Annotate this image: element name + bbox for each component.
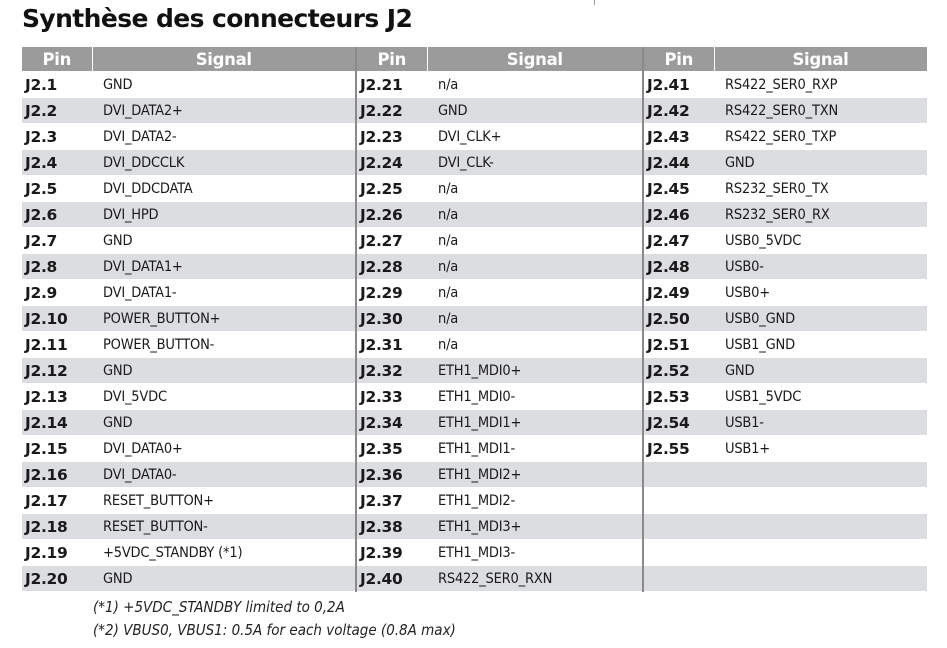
header-signal: Signal <box>714 47 927 72</box>
pin-cell <box>643 462 714 488</box>
page-title: Synthèse des connecteurs J2 <box>22 4 413 33</box>
signal-cell: n/a <box>427 228 643 254</box>
signal-cell: RESET_BUTTON- <box>92 514 356 540</box>
signal-cell: USB1_5VDC <box>714 384 927 410</box>
signal-cell: DVI_DDCDATA <box>92 176 356 202</box>
pin-cell: J2.36 <box>356 462 427 488</box>
table-row <box>22 410 927 436</box>
signal-cell: RS232_SER0_TX <box>714 176 927 202</box>
signal-cell <box>714 540 927 566</box>
table-row <box>22 306 927 332</box>
pin-cell: J2.51 <box>643 332 714 358</box>
pin-cell: J2.6 <box>22 202 92 228</box>
table-row <box>22 358 927 384</box>
pin-cell: J2.34 <box>356 410 427 436</box>
signal-cell: ETH1_MDI2- <box>427 488 643 514</box>
signal-cell: RS232_SER0_RX <box>714 202 927 228</box>
signal-cell: GND <box>714 358 927 384</box>
signal-cell: DVI_CLK- <box>427 150 643 176</box>
pin-cell: J2.42 <box>643 98 714 124</box>
header-pin: Pin <box>643 47 714 72</box>
table-row <box>22 72 927 98</box>
table-row <box>22 176 927 202</box>
pin-cell: J2.33 <box>356 384 427 410</box>
signal-cell: RS422_SER0_RXN <box>427 566 643 592</box>
connector-pin-table <box>22 47 927 592</box>
signal-cell: USB0_5VDC <box>714 228 927 254</box>
table-row <box>22 384 927 410</box>
signal-cell: DVI_DATA2- <box>92 124 356 150</box>
footnote: (*1) +5VDC_STANDBY limited to 0,2A <box>93 598 345 616</box>
signal-cell: RESET_BUTTON+ <box>92 488 356 514</box>
pin-cell: J2.26 <box>356 202 427 228</box>
signal-cell: GND <box>92 72 356 98</box>
signal-cell: n/a <box>427 176 643 202</box>
header-signal: Signal <box>92 47 356 72</box>
pin-cell: J2.48 <box>643 254 714 280</box>
pin-cell: J2.47 <box>643 228 714 254</box>
header-pin: Pin <box>22 47 92 72</box>
pin-cell: J2.4 <box>22 150 92 176</box>
pin-cell: J2.30 <box>356 306 427 332</box>
signal-cell: DVI_HPD <box>92 202 356 228</box>
signal-cell <box>714 488 927 514</box>
signal-cell: ETH1_MDI1+ <box>427 410 643 436</box>
signal-cell: RS422_SER0_TXN <box>714 98 927 124</box>
signal-cell: DVI_DATA2+ <box>92 98 356 124</box>
pin-cell: J2.15 <box>22 436 92 462</box>
signal-cell: ETH1_MDI0+ <box>427 358 643 384</box>
signal-cell: USB0_GND <box>714 306 927 332</box>
pin-cell: J2.40 <box>356 566 427 592</box>
pin-cell <box>643 540 714 566</box>
table-row <box>22 280 927 306</box>
pin-cell: J2.28 <box>356 254 427 280</box>
pin-cell: J2.1 <box>22 72 92 98</box>
pin-cell: J2.55 <box>643 436 714 462</box>
pin-cell: J2.45 <box>643 176 714 202</box>
signal-cell: DVI_DATA1+ <box>92 254 356 280</box>
pin-cell: J2.14 <box>22 410 92 436</box>
pin-cell: J2.16 <box>22 462 92 488</box>
signal-cell: n/a <box>427 306 643 332</box>
table-row <box>22 540 927 566</box>
pin-cell: J2.11 <box>22 332 92 358</box>
pin-cell: J2.27 <box>356 228 427 254</box>
pin-cell: J2.46 <box>643 202 714 228</box>
pin-cell: J2.19 <box>22 540 92 566</box>
pin-cell: J2.21 <box>356 72 427 98</box>
pin-cell: J2.35 <box>356 436 427 462</box>
pin-cell: J2.22 <box>356 98 427 124</box>
pin-cell: J2.41 <box>643 72 714 98</box>
signal-cell: ETH1_MDI0- <box>427 384 643 410</box>
pin-cell <box>643 488 714 514</box>
pin-cell: J2.12 <box>22 358 92 384</box>
table-row <box>22 436 927 462</box>
pin-cell: J2.29 <box>356 280 427 306</box>
signal-cell: ETH1_MDI2+ <box>427 462 643 488</box>
table-row <box>22 254 927 280</box>
signal-cell: USB0+ <box>714 280 927 306</box>
signal-cell: DVI_DATA0+ <box>92 436 356 462</box>
pin-cell: J2.2 <box>22 98 92 124</box>
signal-cell: GND <box>92 566 356 592</box>
pin-cell: J2.49 <box>643 280 714 306</box>
signal-cell: USB1_GND <box>714 332 927 358</box>
pin-cell: J2.3 <box>22 124 92 150</box>
pin-cell: J2.44 <box>643 150 714 176</box>
signal-cell: DVI_CLK+ <box>427 124 643 150</box>
signal-cell: GND <box>714 150 927 176</box>
pin-cell: J2.43 <box>643 124 714 150</box>
signal-cell: GND <box>92 358 356 384</box>
pin-cell: J2.8 <box>22 254 92 280</box>
header-pin: Pin <box>356 47 427 72</box>
pin-cell: J2.52 <box>643 358 714 384</box>
signal-cell: DVI_DDCCLK <box>92 150 356 176</box>
header-signal: Signal <box>427 47 643 72</box>
signal-cell: ETH1_MDI3- <box>427 540 643 566</box>
signal-cell: ETH1_MDI3+ <box>427 514 643 540</box>
table-row <box>22 566 927 592</box>
signal-cell: POWER_BUTTON+ <box>92 306 356 332</box>
signal-cell: USB0- <box>714 254 927 280</box>
signal-cell: n/a <box>427 254 643 280</box>
signal-cell: n/a <box>427 202 643 228</box>
table-row <box>22 98 927 124</box>
pin-cell: J2.54 <box>643 410 714 436</box>
table-row <box>22 228 927 254</box>
signal-cell: DVI_5VDC <box>92 384 356 410</box>
footnote: (*2) VBUS0, VBUS1: 0.5A for each voltage (0.8A max) <box>93 621 456 639</box>
table-row <box>22 150 927 176</box>
table-header-row <box>22 47 927 72</box>
signal-cell <box>714 514 927 540</box>
page-marker <box>594 0 595 5</box>
pin-cell <box>643 566 714 592</box>
signal-cell: ETH1_MDI1- <box>427 436 643 462</box>
table-row <box>22 488 927 514</box>
signal-cell <box>714 566 927 592</box>
pin-cell: J2.17 <box>22 488 92 514</box>
pin-cell: J2.5 <box>22 176 92 202</box>
signal-cell: GND <box>427 98 643 124</box>
signal-cell: n/a <box>427 332 643 358</box>
signal-cell: DVI_DATA1- <box>92 280 356 306</box>
signal-cell: n/a <box>427 72 643 98</box>
signal-cell: GND <box>92 228 356 254</box>
pin-cell: J2.38 <box>356 514 427 540</box>
pin-cell: J2.9 <box>22 280 92 306</box>
pin-cell: J2.20 <box>22 566 92 592</box>
signal-cell: GND <box>92 410 356 436</box>
signal-cell: RS422_SER0_RXP <box>714 72 927 98</box>
pin-cell: J2.50 <box>643 306 714 332</box>
signal-cell: POWER_BUTTON- <box>92 332 356 358</box>
table-row <box>22 462 927 488</box>
pin-cell: J2.25 <box>356 176 427 202</box>
signal-cell: USB1- <box>714 410 927 436</box>
table-row <box>22 124 927 150</box>
pin-cell: J2.7 <box>22 228 92 254</box>
pin-cell: J2.53 <box>643 384 714 410</box>
pin-cell: J2.32 <box>356 358 427 384</box>
pin-cell: J2.18 <box>22 514 92 540</box>
signal-cell: USB1+ <box>714 436 927 462</box>
pin-cell: J2.37 <box>356 488 427 514</box>
pin-cell: J2.13 <box>22 384 92 410</box>
pin-cell: J2.31 <box>356 332 427 358</box>
signal-cell: n/a <box>427 280 643 306</box>
pin-cell: J2.23 <box>356 124 427 150</box>
pin-cell <box>643 514 714 540</box>
pin-cell: J2.24 <box>356 150 427 176</box>
signal-cell: +5VDC_STANDBY (*1) <box>92 540 356 566</box>
pin-cell: J2.10 <box>22 306 92 332</box>
pin-cell: J2.39 <box>356 540 427 566</box>
signal-cell: DVI_DATA0- <box>92 462 356 488</box>
footnotes <box>93 596 456 642</box>
signal-cell: RS422_SER0_TXP <box>714 124 927 150</box>
table-row <box>22 514 927 540</box>
table-row <box>22 332 927 358</box>
table-row <box>22 202 927 228</box>
signal-cell <box>714 462 927 488</box>
